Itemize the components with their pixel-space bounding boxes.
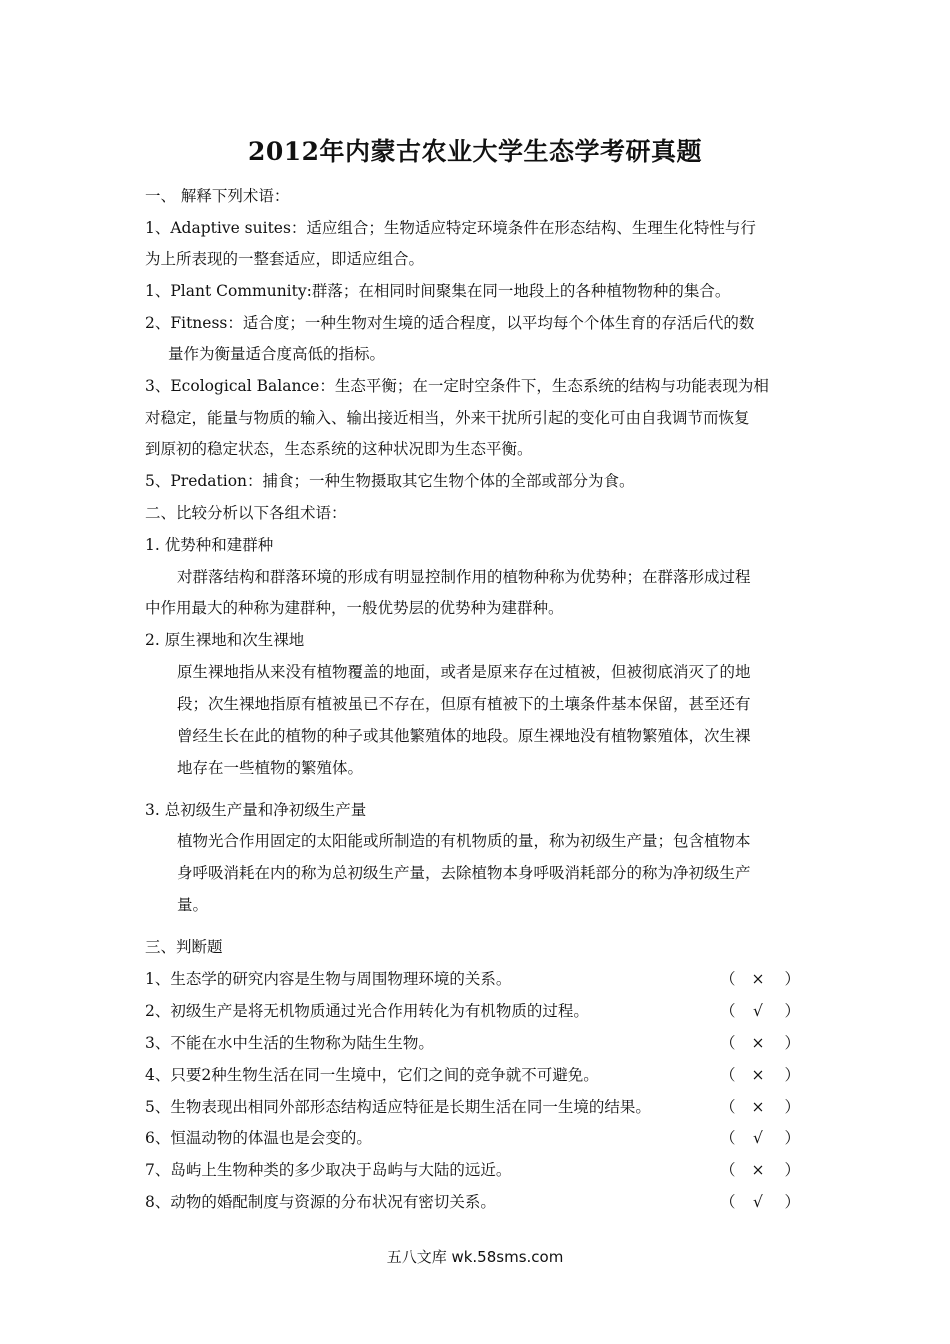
section2-heading: 二、比较分析以下各组术语： [145, 504, 347, 522]
section1-line: 1、Adaptive suites：适应组合；生物适应特定环境条件在形态结构、生理生化特性与行 [145, 219, 756, 237]
judgment-question: 2、初级生产是将无机物质通过光合作用转化为有机物质的过程。 [145, 1002, 589, 1020]
answer-close-paren: ） [784, 1034, 800, 1052]
answer-open-paren: （ [720, 970, 736, 988]
page-title: 2012年内蒙古农业大学生态学考研真题 [247, 137, 703, 166]
section1-line: 对稳定，能量与物质的输入、输出接近相当，外来干扰所引起的变化可由自我调节而恢复 [145, 409, 750, 427]
answer-close-paren: ） [784, 1161, 800, 1179]
section3-heading: 三、判断题 [145, 938, 223, 956]
answer-open-paren: （ [720, 1034, 736, 1052]
section2-item-title: 1. 优势种和建群种 [145, 536, 274, 554]
judgment-question: 6、恒温动物的体温也是会变的。 [145, 1129, 372, 1147]
section2-item-line: 量。 [177, 896, 209, 914]
answer-open-paren: （ [720, 1066, 736, 1084]
section1-line: 量作为衡量适合度高低的指标。 [168, 345, 386, 363]
footer-watermark: 五八文库 wk.58sms.com [386, 1248, 564, 1266]
section1-line: 2、Fitness：适合度；一种生物对生境的适合程度，以平均每个个体生育的存活后代的数 [145, 314, 755, 332]
judgment-item [145, 1001, 800, 1021]
section1-line: 3、Ecological Balance：生态平衡；在一定时空条件下，生态系统的结构与功能表现为相 [145, 377, 769, 395]
section2-item-line: 地存在一些植物的繁殖体。 [177, 759, 364, 777]
section2-item-line: 曾经生长在此的植物的种子或其他繁殖体的地段。原生裸地没有植物繁殖体，次生裸 [177, 727, 751, 745]
answer-close-paren: ） [784, 970, 800, 988]
answer-close-paren: ） [784, 1129, 800, 1147]
answer-close-paren: ） [784, 1002, 800, 1020]
judgment-item [145, 1033, 800, 1053]
answer-mark: × [751, 1034, 765, 1052]
section2-item-line: 对群落结构和群落环境的形成有明显控制作用的植物种称为优势种；在群落形成过程 [177, 568, 751, 586]
answer-mark: √ [753, 1193, 763, 1211]
section1-line: 到原初的稳定状态，生态系统的这种状况即为生态平衡。 [145, 440, 533, 458]
judgment-item [145, 1160, 800, 1180]
section1-line: 1、Plant Community:群落；在相同时间聚集在同一地段上的各种植物物种的集合。 [145, 282, 731, 300]
answer-mark: √ [753, 1002, 763, 1020]
judgment-question: 7、岛屿上生物种类的多少取决于岛屿与大陆的远近。 [145, 1161, 512, 1179]
judgment-item [145, 1097, 800, 1117]
answer-mark: × [751, 1161, 765, 1179]
judgment-question: 4、只要2种生物生活在同一生境中，它们之间的竞争就不可避免。 [145, 1066, 599, 1084]
answer-close-paren: ） [784, 1193, 800, 1211]
judgment-item [145, 1065, 800, 1085]
answer-open-paren: （ [720, 1129, 736, 1147]
judgment-item [145, 1192, 800, 1212]
section2-item-title: 2. 原生裸地和次生裸地 [145, 631, 305, 649]
answer-close-paren: ） [784, 1066, 800, 1084]
judgment-question: 5、生物表现出相同外部形态结构适应特征是长期生活在同一生境的结果。 [145, 1098, 651, 1116]
answer-open-paren: （ [720, 1193, 736, 1211]
answer-mark: × [751, 1066, 765, 1084]
judgment-question: 1、生态学的研究内容是生物与周围物理环境的关系。 [145, 970, 512, 988]
judgment-item [145, 969, 800, 989]
answer-open-paren: （ [720, 1002, 736, 1020]
section2-item-line: 中作用最大的种称为建群种，一般优势层的优势种为建群种。 [145, 599, 564, 617]
judgment-question: 8、动物的婚配制度与资源的分布状况有密切关系。 [145, 1193, 496, 1211]
answer-mark: × [751, 1098, 765, 1116]
section2-item-line: 原生裸地指从来没有植物覆盖的地面，或者是原来存在过植被，但被彻底消灭了的地 [177, 663, 751, 681]
section1-line: 5、Predation：捕食；一种生物摄取其它生物个体的全部或部分为食。 [145, 472, 635, 490]
answer-mark: √ [753, 1129, 763, 1147]
judgment-item [145, 1128, 800, 1148]
section2-item-line: 身呼吸消耗在内的称为总初级生产量，去除植物本身呼吸消耗部分的称为净初级生产 [177, 864, 751, 882]
answer-open-paren: （ [720, 1161, 736, 1179]
section1-heading: 一、 解释下列术语： [145, 187, 290, 205]
answer-mark: × [751, 970, 765, 988]
judgment-question: 3、不能在水中生活的生物称为陆生生物。 [145, 1034, 434, 1052]
answer-close-paren: ） [784, 1098, 800, 1116]
answer-open-paren: （ [720, 1098, 736, 1116]
section1-line: 为上所表现的一整套适应，即适应组合。 [145, 250, 425, 268]
section2-item-title: 3. 总初级生产量和净初级生产量 [145, 801, 367, 819]
section2-item-line: 段；次生裸地指原有植被虽已不存在，但原有植被下的土壤条件基本保留，甚至还有 [177, 695, 751, 713]
section2-item-line: 植物光合作用固定的太阳能或所制造的有机物质的量，称为初级生产量；包含植物本 [177, 832, 751, 850]
